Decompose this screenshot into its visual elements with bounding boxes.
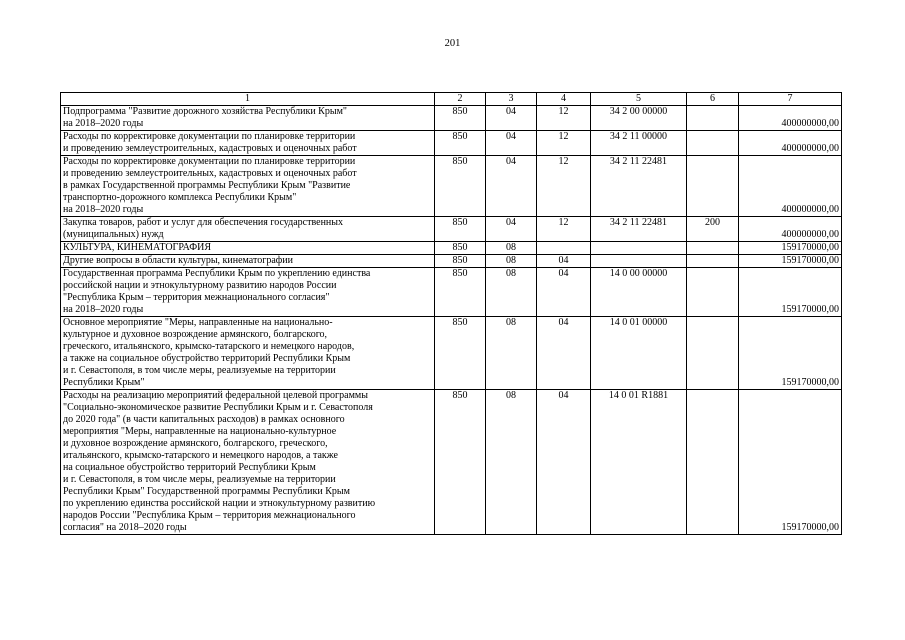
cell-target-article: 34 2 11 22481 (591, 156, 687, 217)
table-row (61, 390, 842, 535)
cell-subsection-code: 04 (537, 390, 591, 535)
column-header: 3 (486, 93, 537, 106)
cell-subsection-code: 12 (537, 131, 591, 156)
row-description: Расходы на реализацию мероприятий федеральной целевой программы "Социально-экономическое развитие Республики Крым и г. Севастополя до 2020 года" (в части капитальных расходов) в рамках основного мероприятия "Меры, направленные на национально-культурное и духовное возрождение армянского, болгарского, греческого, итальянского, крымско-татарского и немецкого народов, а также на социальное обустройство территорий Республики Крым и г. Севастополя, в том числе меры, реализуемые на территории Республики Крым" Государственной программы Республики Крым по укреплению единства российской нации и этнокультурному развитию народов России "Республика Крым – территория межнационального согласия" на 2018–2020 годы (61, 390, 435, 535)
cell-subsection-code: 12 (537, 156, 591, 217)
cell-subsection-code: 12 (537, 217, 591, 242)
column-header: 1 (61, 93, 435, 106)
cell-expense-type (687, 390, 739, 535)
cell-expense-type (687, 242, 739, 255)
cell-ministry-code: 850 (435, 255, 486, 268)
cell-target-article: 14 0 00 00000 (591, 268, 687, 317)
column-header: 6 (687, 93, 739, 106)
cell-section-code: 04 (486, 106, 537, 131)
page-number: 201 (444, 38, 461, 49)
cell-amount: 159170000,00 (739, 255, 842, 268)
cell-target-article: 14 0 01 R1881 (591, 390, 687, 535)
cell-target-article: 14 0 01 00000 (591, 317, 687, 390)
cell-expense-type (687, 156, 739, 217)
cell-amount: 400000000,00 (739, 131, 842, 156)
table-row (61, 242, 842, 255)
column-header: 5 (591, 93, 687, 106)
table-row (61, 131, 842, 156)
cell-ministry-code: 850 (435, 156, 486, 217)
row-description: Государственная программа Республики Крым по укреплению единства российской нации и этнокультурному развитию народов России "Республика Крым – территория межнационального согласия" на 2018–2020 годы (61, 268, 435, 317)
table-row (61, 317, 842, 390)
cell-ministry-code: 850 (435, 131, 486, 156)
cell-amount: 400000000,00 (739, 156, 842, 217)
cell-ministry-code: 850 (435, 217, 486, 242)
cell-section-code: 04 (486, 156, 537, 217)
cell-target-article (591, 255, 687, 268)
table-header-row (61, 93, 842, 106)
cell-expense-type (687, 131, 739, 156)
column-header: 2 (435, 93, 486, 106)
cell-target-article (591, 242, 687, 255)
cell-expense-type (687, 317, 739, 390)
column-header: 4 (537, 93, 591, 106)
cell-amount: 159170000,00 (739, 242, 842, 255)
column-header: 7 (739, 93, 842, 106)
cell-ministry-code: 850 (435, 268, 486, 317)
cell-subsection-code: 12 (537, 106, 591, 131)
row-description: Расходы по корректировке документации по планировке территории и проведению землеустроительных, кадастровых и оценочных работ (61, 131, 435, 156)
cell-amount: 400000000,00 (739, 106, 842, 131)
cell-expense-type: 200 (687, 217, 739, 242)
table-row (61, 156, 842, 217)
table-row (61, 268, 842, 317)
cell-ministry-code: 850 (435, 317, 486, 390)
row-description: Основное мероприятие "Меры, направленные на национально- культурное и духовное возрождение армянского, болгарского, греческого, итальянского, крымско-татарского и немецкого народов, а также на социальное обустройство территорий Республики Крым и г. Севастополя, в том числе меры, реализуемые на территории Республики Крым" (61, 317, 435, 390)
cell-subsection-code: 04 (537, 268, 591, 317)
cell-target-article: 34 2 11 00000 (591, 131, 687, 156)
cell-section-code: 08 (486, 242, 537, 255)
cell-ministry-code: 850 (435, 242, 486, 255)
table-row (61, 106, 842, 131)
cell-section-code: 04 (486, 131, 537, 156)
cell-subsection-code: 04 (537, 317, 591, 390)
cell-ministry-code: 850 (435, 106, 486, 131)
cell-section-code: 04 (486, 217, 537, 242)
cell-ministry-code: 850 (435, 390, 486, 535)
row-description: Подпрограмма "Развитие дорожного хозяйства Республики Крым" на 2018–2020 годы (61, 106, 435, 131)
cell-amount: 159170000,00 (739, 390, 842, 535)
row-description: Другие вопросы в области культуры, кинематографии (61, 255, 435, 268)
cell-amount: 400000000,00 (739, 217, 842, 242)
row-description: КУЛЬТУРА, КИНЕМАТОГРАФИЯ (61, 242, 435, 255)
cell-target-article: 34 2 00 00000 (591, 106, 687, 131)
cell-target-article: 34 2 11 22481 (591, 217, 687, 242)
row-description: Закупка товаров, работ и услуг для обеспечения государственных (муниципальных) нужд (61, 217, 435, 242)
table-row (61, 217, 842, 242)
cell-amount: 159170000,00 (739, 268, 842, 317)
cell-expense-type (687, 268, 739, 317)
budget-table (60, 92, 842, 535)
cell-section-code: 08 (486, 268, 537, 317)
cell-subsection-code (537, 242, 591, 255)
cell-subsection-code: 04 (537, 255, 591, 268)
cell-section-code: 08 (486, 317, 537, 390)
cell-section-code: 08 (486, 390, 537, 535)
cell-expense-type (687, 106, 739, 131)
table-row (61, 255, 842, 268)
row-description: Расходы по корректировке документации по планировке территории и проведению землеустроительных, кадастровых и оценочных работ в рамках Государственной программы Республики Крым "Развитие транспортно-дорожного комплекса Республики Крым" на 2018–2020 годы (61, 156, 435, 217)
cell-section-code: 08 (486, 255, 537, 268)
cell-amount: 159170000,00 (739, 317, 842, 390)
cell-expense-type (687, 255, 739, 268)
